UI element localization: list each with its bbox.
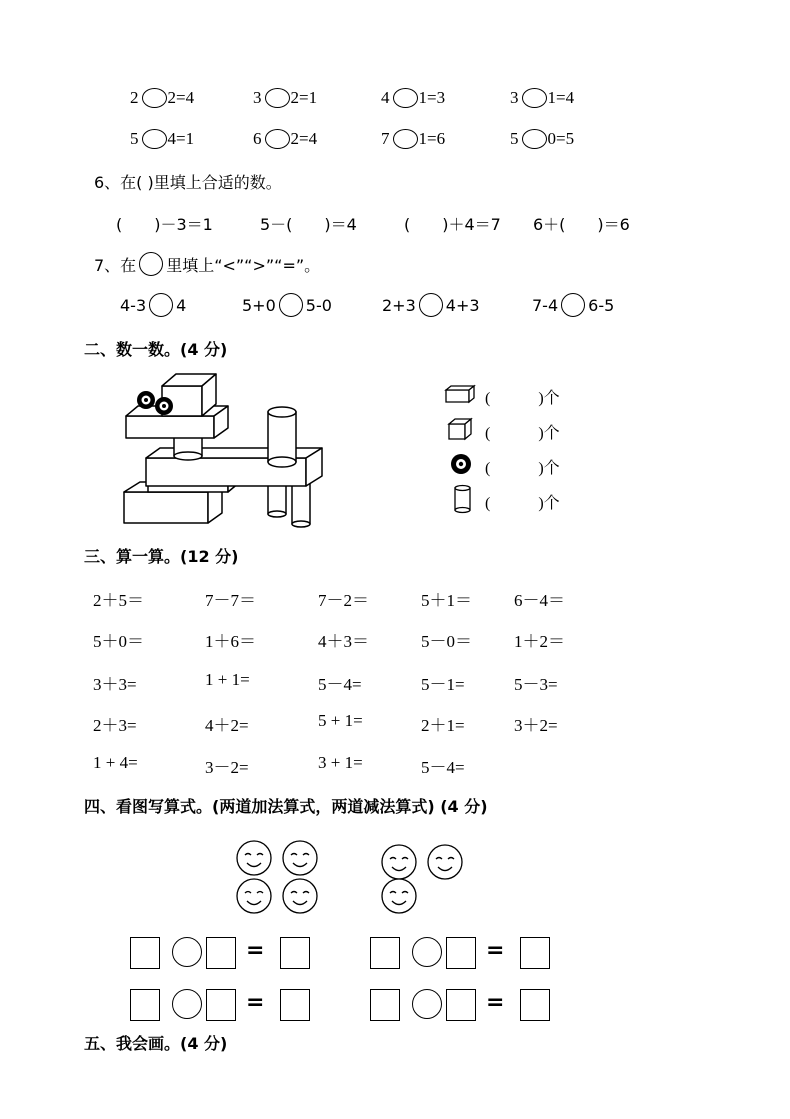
q7-item (382, 293, 480, 317)
right-expr: 4 (176, 295, 187, 315)
left-operand: 6 (253, 129, 262, 148)
arithmetic-problem: 1 + 4= (93, 753, 138, 772)
right-part: 2=4 (290, 129, 318, 148)
answer-box[interactable] (280, 989, 310, 1021)
q6-item-3: ( )＋4＝7 (404, 215, 501, 234)
right-expr: 5-0 (305, 295, 332, 315)
arithmetic-problem: 5－4= (318, 675, 362, 694)
answer-box[interactable] (520, 937, 550, 969)
left-operand: 7 (381, 129, 390, 148)
answer-circle[interactable] (139, 252, 163, 276)
q6-item-2: 5－( )＝4 (260, 215, 357, 234)
right-part: 1=4 (547, 88, 575, 107)
operator-oval[interactable] (142, 129, 167, 149)
right-part: 2=1 (290, 88, 318, 107)
section4-heading: 四、看图写算式。(两道加法算式，两道减法算式) (4 分) (84, 797, 488, 816)
count-cube: ( )个 (485, 425, 560, 442)
q7-item (532, 293, 614, 317)
arithmetic-problem: 5＋0＝ (93, 632, 144, 651)
smiley-face (283, 879, 317, 913)
section3-heading: 三、算一算。(12 分) (84, 547, 239, 566)
q6-item-1: ( )－3＝1 (116, 215, 213, 234)
right-part: 4=1 (167, 129, 195, 148)
operator-oval[interactable] (393, 129, 418, 149)
cube-icon (446, 416, 476, 442)
arithmetic-problem: 1＋2＝ (514, 632, 565, 651)
count-cuboid: ( )个 (485, 390, 560, 407)
answer-circle[interactable] (279, 293, 303, 317)
arithmetic-problem: 5－3= (514, 675, 558, 694)
arithmetic-problem: 4＋3＝ (318, 632, 369, 651)
operator-oval[interactable] (265, 88, 290, 108)
count-sphere: ( )个 (485, 460, 560, 477)
operator-oval[interactable] (142, 88, 167, 108)
left-expr: 5+0 (242, 295, 276, 315)
cuboid-icon (443, 383, 477, 405)
left-operand: 5 (510, 129, 519, 148)
equals-sign: = (246, 990, 265, 1015)
arithmetic-problem: 2＋5＝ (93, 591, 144, 610)
equals-sign: = (486, 938, 505, 963)
arithmetic-problem: 3－2= (205, 758, 249, 777)
right-expr: 4+3 (445, 295, 480, 315)
left-operand: 3 (253, 88, 262, 107)
compare-item (510, 129, 574, 149)
equals-sign: = (246, 938, 265, 963)
compare-item (253, 88, 317, 108)
cylinder-icon (452, 484, 474, 514)
right-expr: 6-5 (588, 295, 615, 315)
q6-item-4: 6＋( )＝6 (533, 215, 630, 234)
arithmetic-problem: 4＋2= (205, 716, 249, 735)
answer-box[interactable] (280, 937, 310, 969)
blocks-figure (118, 368, 328, 533)
operator-oval[interactable] (522, 129, 547, 149)
arithmetic-problem: 3＋3= (93, 675, 137, 694)
operator-oval[interactable] (522, 88, 547, 108)
left-operand: 2 (130, 88, 139, 107)
sphere-icon (449, 452, 473, 476)
q7-prefix: 7、在 (94, 255, 137, 275)
arithmetic-problem: 7－7＝ (205, 591, 256, 610)
smiley-face (283, 841, 317, 875)
smiley-face (237, 879, 271, 913)
answer-circle[interactable] (561, 293, 585, 317)
arithmetic-problem: 5－4= (421, 758, 465, 777)
right-part: 2=4 (167, 88, 195, 107)
smiley-face (382, 845, 416, 879)
smiley-face (382, 879, 416, 913)
operator-circle[interactable] (412, 937, 442, 967)
arithmetic-problem: 1＋6＝ (205, 632, 256, 651)
right-part: 1=3 (418, 88, 446, 107)
answer-box[interactable] (520, 989, 550, 1021)
count-cylinder: ( )个 (485, 495, 560, 512)
q7-item (242, 293, 332, 317)
left-expr: 2+3 (382, 295, 416, 315)
answer-box[interactable] (446, 937, 476, 969)
operator-oval[interactable] (265, 129, 290, 149)
arithmetic-problem: 5＋1＝ (421, 591, 472, 610)
arithmetic-problem: 2＋1= (421, 716, 465, 735)
answer-box[interactable] (206, 937, 236, 969)
answer-box[interactable] (370, 989, 400, 1021)
left-operand: 3 (510, 88, 519, 107)
left-expr: 4-3 (120, 295, 147, 315)
compare-item (130, 129, 194, 149)
answer-box[interactable] (206, 989, 236, 1021)
arithmetic-problem: 2＋3= (93, 716, 137, 735)
arithmetic-problem: 1 + 1= (205, 670, 250, 689)
arithmetic-problem: 3 + 1= (318, 753, 363, 772)
arithmetic-problem: 6－4＝ (514, 591, 565, 610)
arithmetic-problem: 7－2＝ (318, 591, 369, 610)
arithmetic-problem: 3＋2= (514, 716, 558, 735)
compare-item (381, 129, 445, 149)
equals-sign: = (486, 990, 505, 1015)
compare-item (130, 88, 194, 108)
answer-box[interactable] (446, 989, 476, 1021)
q7-item (120, 293, 186, 317)
right-part: 1=6 (418, 129, 446, 148)
operator-oval[interactable] (393, 88, 418, 108)
compare-item (253, 129, 317, 149)
arithmetic-problem: 5－1= (421, 675, 465, 694)
smiley-face (237, 841, 271, 875)
answer-box[interactable] (130, 989, 160, 1021)
left-expr: 7-4 (532, 295, 559, 315)
section2-heading: 二、数一数。(4 分) (84, 340, 228, 359)
arithmetic-problem: 5 + 1= (318, 711, 363, 730)
compare-item (510, 88, 574, 108)
arithmetic-problem: 5－0＝ (421, 632, 472, 651)
q6-title: 6、在( )里填上合适的数。 (94, 173, 282, 192)
left-operand: 5 (130, 129, 139, 148)
answer-box[interactable] (130, 937, 160, 969)
section5-heading: 五、我会画。(4 分) (84, 1034, 228, 1053)
operator-circle[interactable] (172, 989, 202, 1019)
q7-suffix: 里填上“<”“>”“=”。 (166, 255, 321, 275)
operator-circle[interactable] (412, 989, 442, 1019)
smiley-faces-figure (232, 840, 472, 918)
left-operand: 4 (381, 88, 390, 107)
smiley-face (428, 845, 462, 879)
right-part: 0=5 (547, 129, 575, 148)
answer-box[interactable] (370, 937, 400, 969)
answer-circle[interactable] (419, 293, 443, 317)
q7-title (94, 252, 320, 276)
answer-circle[interactable] (149, 293, 173, 317)
operator-circle[interactable] (172, 937, 202, 967)
compare-item (381, 88, 445, 108)
